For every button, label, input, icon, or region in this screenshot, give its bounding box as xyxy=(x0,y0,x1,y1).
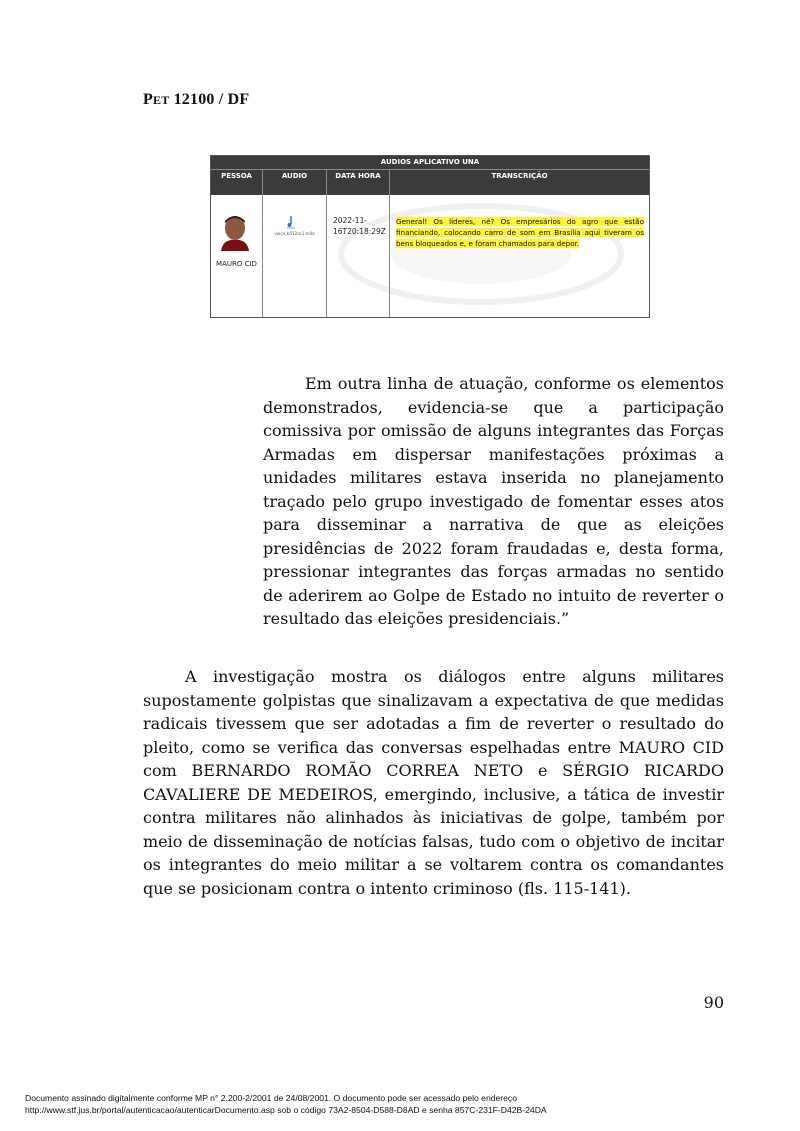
footer-line-2: http://www.stf.jus.br/portal/autenticacao/autenticarDocumento.asp sob o código 73A2-8504-D588-D8AD e senha 857C-231F-D42B-24DA xyxy=(25,1105,547,1115)
table-header-row xyxy=(211,170,649,195)
column-header-datetime: DATA HORA xyxy=(327,170,390,195)
table-row xyxy=(211,195,649,317)
block-quote: Em outra linha de atuação, conforme os elementos demonstrados, evidencia-se que a participação comissiva por omissão de alguns integrantes das Forças Armadas em dispersar manifestações próximas a unidades militares estava inserida no planejamento traçado pelo grupo investigado de fomentar esses atos para disseminar a narrativa de que as eleições presidências de 2022 foram fraudadas e, desta forma, pressionar integrantes das forças armadas no sentido de aderirem ao Golpe de Estado no intuito de reverter o resultado das eleições presidenciais.” xyxy=(263,374,724,628)
table-title: AUDIOS APLICATIVO UNA xyxy=(211,156,649,170)
transcription-cell xyxy=(390,195,649,317)
audio-transcript-table xyxy=(210,155,650,318)
column-header-transcription: TRANSCRIÇÃO xyxy=(491,172,548,180)
header-smallcaps: ET xyxy=(152,93,170,107)
datetime-value: 2022-11-16T20:18:29Z xyxy=(333,216,386,236)
person-cell xyxy=(211,195,263,317)
page-number: 90 xyxy=(703,993,724,1012)
person-name: MAURO CID xyxy=(216,260,257,268)
signature-footer xyxy=(25,1092,547,1116)
header-initial: P xyxy=(143,91,153,108)
avatar xyxy=(219,213,251,251)
transcription-text: General! Os líderes, né? Os empresários do agro que estão financiando, colocando carro de som em Brasília aqui tiveram os bens bloqueados e, e foram chamados para depor. xyxy=(396,217,644,248)
datetime-cell xyxy=(327,195,390,317)
audio-file-name: voice_b512ac1.m4a xyxy=(274,231,315,236)
page-header xyxy=(143,91,249,109)
footer-line-1: Documento assinado digitalmente conforme MP n° 2.200-2/2001 de 24/08/2001. O documento pode ser acessado pelo endereço xyxy=(25,1093,518,1103)
header-case-number: 12100 / DF xyxy=(169,91,250,108)
audio-cell xyxy=(263,195,327,317)
audio-file-icon[interactable] xyxy=(285,215,297,229)
column-header-audio: AUDIO xyxy=(263,170,327,195)
body-paragraph: A investigação mostra os diálogos entre alguns militares supostamente golpistas que sinalizavam a expectativa de que medidas radicais tivessem que ser adotadas a fim de reverter o resultado do pleito, como se verifica das conversas espelhadas entre MAURO CID com BERNARDO ROMÃO CORREA NETO e SÉRGIO RICARDO CAVALIERE DE MEDEIROS, emergindo, inclusive, a tática de investir contra militares não alinhados às iniciativas de golpe, também por meio de disseminação de notícias falsas, tudo com o objetivo de incitar os integrantes do meio militar a se voltarem contra os comandantes que se posicionam contra o intento criminoso (fls. 115-141). xyxy=(143,667,724,898)
column-header-person: PESSOA xyxy=(211,170,263,195)
